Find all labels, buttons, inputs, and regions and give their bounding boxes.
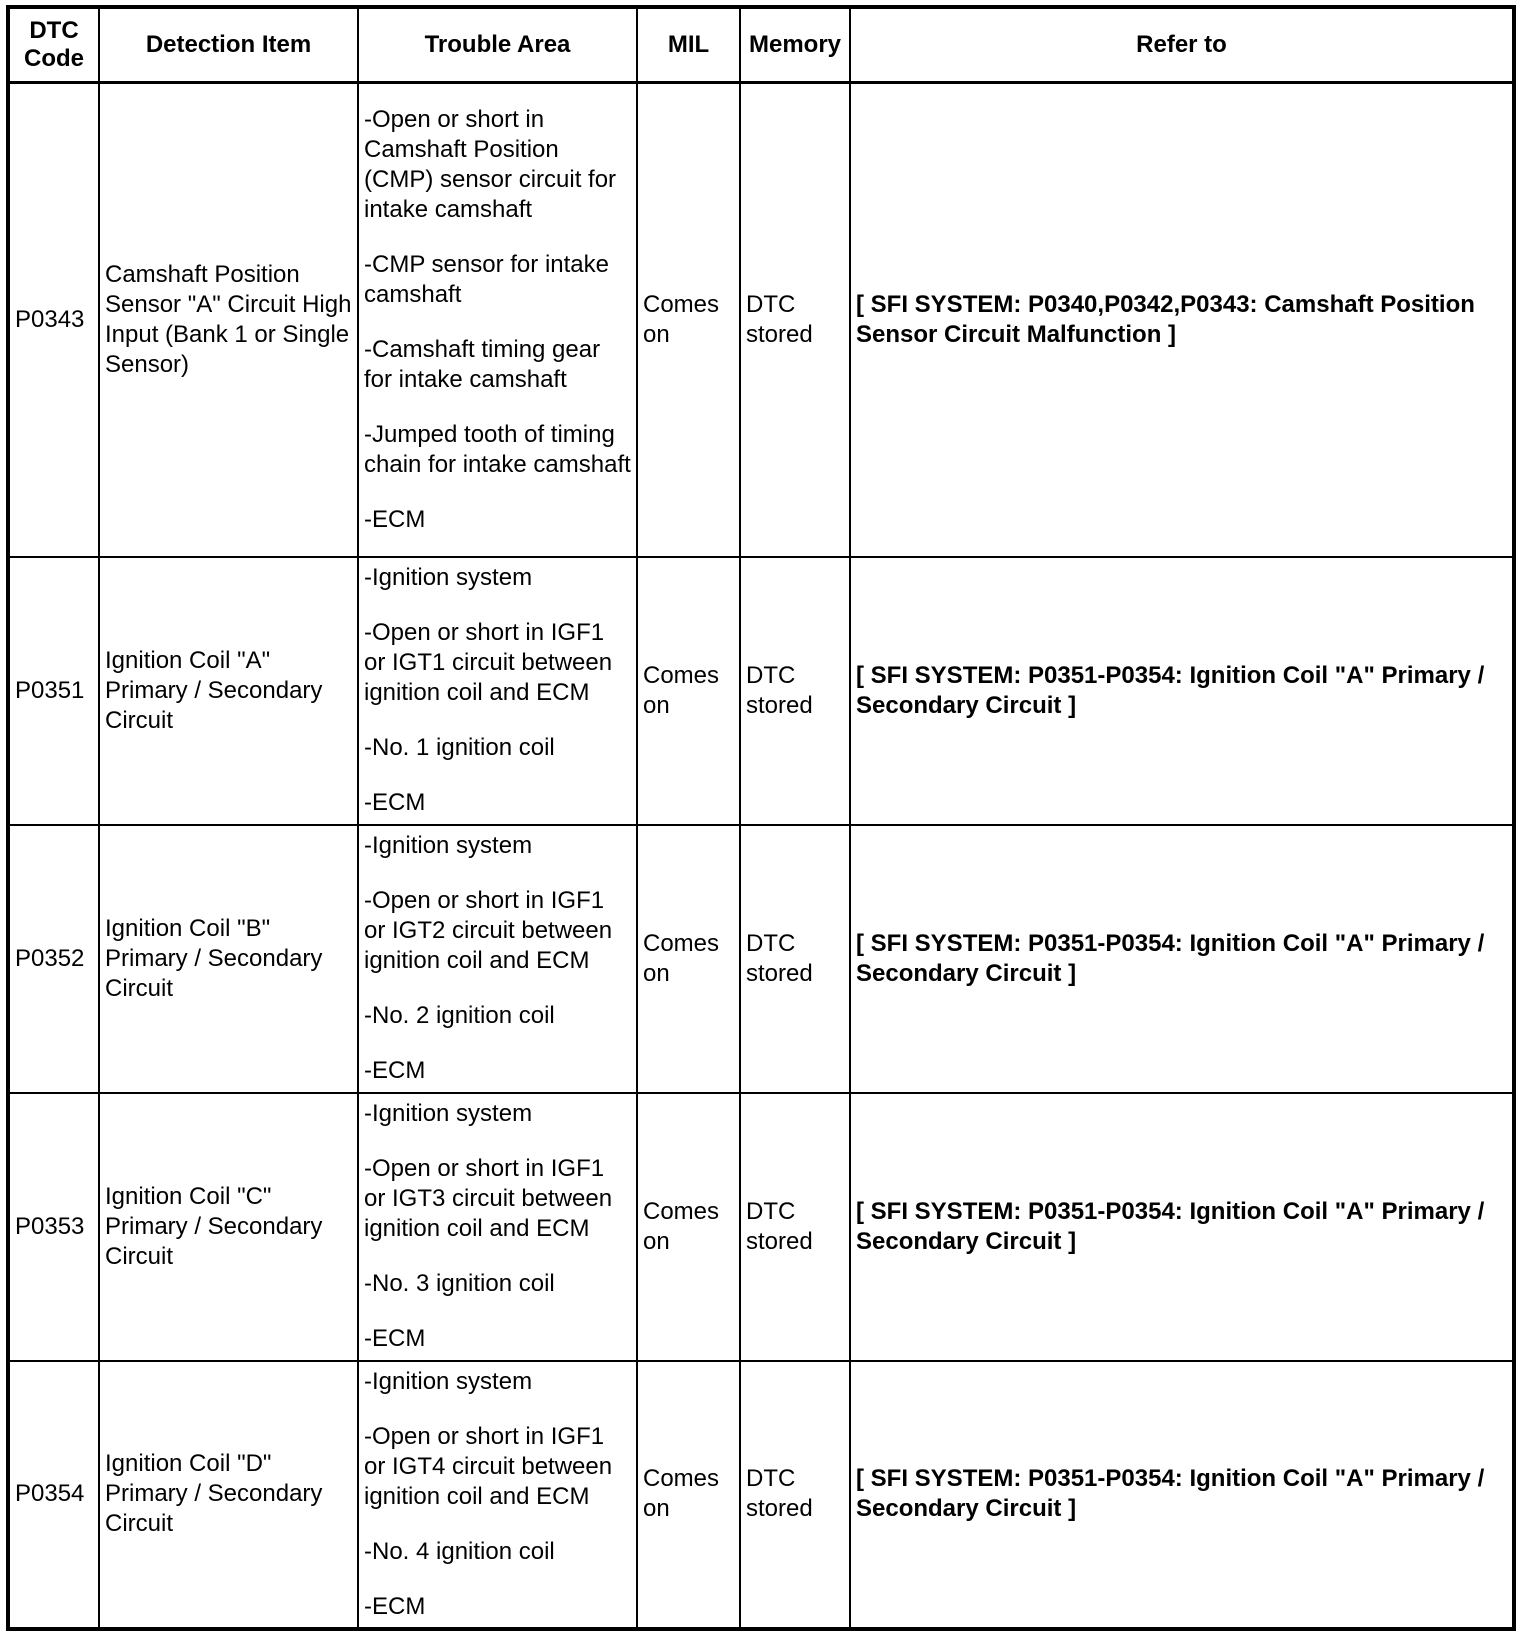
trouble-area-item: -Camshaft timing gear for intake camshaft [364,335,601,393]
trouble-area-item: -No. 2 ignition coil [364,1002,555,1029]
trouble-area-item: -Open or short in IGF1 or IGT1 circuit between ignition coil and ECM [364,619,613,706]
table-row [8,83,1514,557]
trouble-area-cell [358,1361,637,1629]
detection-item-cell: Ignition Coil "B" Primary / Secondary Circuit [99,825,358,1093]
trouble-area-item: -ECM [364,505,426,533]
trouble-area-item: -No. 1 ignition coil [364,734,555,761]
trouble-area-item: -ECM [364,1057,426,1084]
trouble-area-cell [358,557,637,825]
refer-to-link[interactable]: [ SFI SYSTEM: P0340,P0342,P0343: Camshaft Position Sensor Circuit Malfunction ] [850,83,1514,557]
dtc-code-cell: P0343 [8,83,99,557]
trouble-area-item: -Ignition system [364,564,533,591]
detection-item-cell: Ignition Coil "A" Primary / Secondary Circuit [99,557,358,825]
trouble-area-item: -Open or short in IGF1 or IGT3 circuit between ignition coil and ECM [364,1155,613,1242]
trouble-area-item: -No. 3 ignition coil [364,1270,555,1297]
memory-cell: DTC stored [740,83,850,557]
detection-item-cell: Ignition Coil "C" Primary / Secondary Circuit [99,1093,358,1361]
table-row [8,557,1514,825]
trouble-area-item: -CMP sensor for intake camshaft [364,250,609,308]
memory-cell: DTC stored [740,557,850,825]
trouble-area-cell [358,83,637,557]
detection-item-cell: Ignition Coil "D" Primary / Secondary Circuit [99,1361,358,1629]
table-row [8,1361,1514,1629]
trouble-area-item: -Jumped tooth of timing chain for intake camshaft [364,420,631,478]
mil-cell: Comes on [637,1093,740,1361]
dtc-code-cell: P0352 [8,825,99,1093]
table-row [8,825,1514,1093]
trouble-area-cell [358,1093,637,1361]
refer-to-link[interactable]: [ SFI SYSTEM: P0351-P0354: Ignition Coil "A" Primary / Secondary Circuit ] [850,1093,1514,1361]
header-memory: Memory [740,7,850,83]
mil-cell: Comes on [637,1361,740,1629]
trouble-area-item: -ECM [364,789,426,816]
memory-cell: DTC stored [740,825,850,1093]
trouble-area-item: -Ignition system [364,1367,533,1395]
mil-cell: Comes on [637,83,740,557]
trouble-area-item: -No. 4 ignition coil [364,1537,555,1565]
header-detection-item: Detection Item [99,7,358,83]
refer-to-link[interactable]: [ SFI SYSTEM: P0351-P0354: Ignition Coil "A" Primary / Secondary Circuit ] [850,1361,1514,1629]
dtc-code-cell: P0353 [8,1093,99,1361]
table-row [8,1093,1514,1361]
detection-item-cell: Camshaft Position Sensor "A" Circuit High Input (Bank 1 or Single Sensor) [99,83,358,557]
trouble-area-item: -Ignition system [364,1100,533,1127]
trouble-area-item: -Open or short in Camshaft Position (CMP) sensor circuit for intake camshaft [364,105,617,223]
trouble-area-item: -Ignition system [364,832,533,859]
header-dtc-code: DTC Code [8,7,99,83]
header-trouble-area: Trouble Area [358,7,637,83]
mil-cell: Comes on [637,557,740,825]
trouble-area-cell [358,825,637,1093]
trouble-area-item: -Open or short in IGF1 or IGT4 circuit between ignition coil and ECM [364,1422,613,1510]
memory-cell: DTC stored [740,1361,850,1629]
trouble-area-item: -ECM [364,1325,426,1352]
dtc-code-cell: P0354 [8,1361,99,1629]
trouble-area-item: -Open or short in IGF1 or IGT2 circuit between ignition coil and ECM [364,887,613,974]
trouble-area-item: -ECM [364,1592,426,1620]
memory-cell: DTC stored [740,1093,850,1361]
refer-to-link[interactable]: [ SFI SYSTEM: P0351-P0354: Ignition Coil "A" Primary / Secondary Circuit ] [850,825,1514,1093]
dtc-code-cell: P0351 [8,557,99,825]
header-mil: MIL [637,7,740,83]
refer-to-link[interactable]: [ SFI SYSTEM: P0351-P0354: Ignition Coil "A" Primary / Secondary Circuit ] [850,557,1514,825]
dtc-table [6,5,1516,1631]
header-refer-to: Refer to [850,7,1514,83]
header-row [8,7,1514,83]
mil-cell: Comes on [637,825,740,1093]
